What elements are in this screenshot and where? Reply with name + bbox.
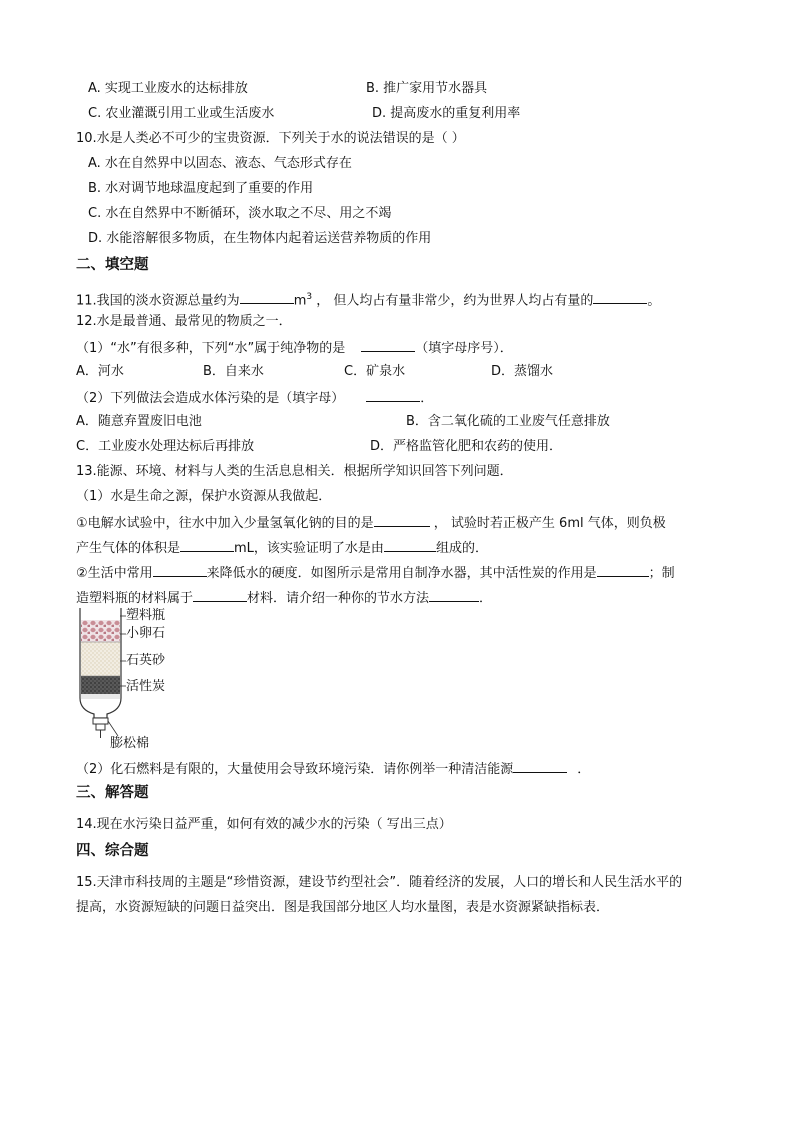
q11-text: 。 [647,293,661,309]
q13-text: 产生气体的体积是 [76,541,181,556]
q13-text: ． [479,591,493,606]
question-15-line: 15.天津市科技周的主题是“珍惜资源，建设节约型社会”．随着经济的发展，人口的增长和人民生活水平的 [76,875,683,890]
q13-text: ①电解水试验中，往水中加入少量氢氧化钠的目的是 [76,516,374,531]
question-12-part1 [76,338,513,358]
answer-blank[interactable] [597,563,649,577]
question-13-part1: （1）水是生命之源，保护水资源从我做起． [76,489,332,504]
q13-text: ②生活中常用 [76,566,153,581]
answer-blank[interactable] [193,588,247,602]
q11-text: ， 但人均占有量非常少，约为世界人均占有量的 [312,293,594,309]
section-heading: 四、综合题 [76,843,149,859]
option-d: D．蒸馏水 [491,364,554,379]
label-plastic-bottle: 塑料瓶 [126,608,166,623]
option-b: B．含二氧化硫的工业废气任意排放 [406,414,610,429]
answer-blank[interactable] [361,338,415,352]
question-15-line: 提高，水资源短缺的问题日益突出．图是我国部分地区人均水量图，表是水资源紧缺指标表． [76,900,610,915]
option-d: D．严格监管化肥和农药的使用． [370,439,563,454]
answer-blank[interactable] [153,563,207,577]
option-b: B. 推广家用节水器具 [366,81,488,96]
question-13-line [76,588,492,608]
option-d: D. 水能溶解很多物质，在生物体内起着运送营养物质的作用 [88,231,432,246]
label-pebbles: 小卵石 [126,626,166,641]
question-13-part2 [76,759,590,779]
water-purifier-figure [66,606,206,756]
label-quartz-sand: 石英砂 [126,653,166,668]
option-a: A．河水 [76,364,124,379]
q12-text: ． [420,391,434,406]
q13-text: ；制 [648,566,675,581]
answer-blank[interactable] [384,538,436,552]
question-11 [76,288,660,310]
q13-text: 造塑料瓶的材料属于 [76,591,194,606]
question-13-line [76,513,666,533]
question-12-part2 [76,388,433,408]
option-c: C. 水在自然界中不断循环，淡水取之不尽、用之不竭 [88,206,392,221]
question-10-stem: 10.水是人类必不可少的宝贵资源．下列关于水的说法错误的是（ ） [76,131,465,146]
answer-blank[interactable] [429,588,479,602]
q13-text: 来降低水的硬度．如图所示是常用自制净水器，其中活性炭的作用是 [206,566,597,581]
option-b: B．自来水 [203,364,264,379]
q12-text: （2）下列做法会造成水体污染的是（填字母） [76,391,345,406]
answer-blank[interactable] [513,759,567,773]
option-a: A. 水在自然界中以固态、液态、气态形式存在 [88,156,352,171]
q11-unit-sup: 3 [306,292,313,302]
answer-blank[interactable] [180,538,234,552]
section-heading: 三、解答题 [76,785,149,801]
q13-text: mL，该实验证明了水是由 [234,541,384,556]
question-14: 14.现在水污染日益严重，如何有效的减少水的污染（ 写出三点） [76,817,452,832]
option-c: C．工业废水处理达标后再排放 [76,439,255,454]
answer-blank[interactable] [366,388,420,402]
q13-text: （2）化石燃料是有限的，大量使用会导致环境污染．请你例举一种清洁能源 [76,762,514,777]
answer-blank[interactable] [593,290,647,304]
option-c: C. 农业灌溉引用工业或生活废水 [88,106,275,121]
q11-text: 11.我国的淡水资源总量约为 [76,293,240,309]
question-12-stem: 12.水是最普通、最常见的物质之一． [76,314,292,329]
question-13-stem: 13.能源、环境、材料与人类的生活息息相关．根据所学知识回答下列问题． [76,464,513,479]
section-heading: 二、填空题 [76,257,149,273]
purifier-drawing [66,606,126,756]
question-13-line [76,538,488,558]
q13-text: 组成的． [435,541,488,556]
option-c: C．矿泉水 [344,364,406,379]
question-13-line [76,563,675,583]
q11-unit: m [293,293,307,309]
answer-blank[interactable] [374,513,430,527]
label-cotton: 膨松棉 [110,736,150,751]
label-activated-carbon: 活性炭 [126,679,166,694]
option-a: A. 实现工业废水的达标排放 [88,81,248,96]
option-d: D. 提高废水的重复利用率 [372,106,521,121]
answer-blank[interactable] [240,290,294,304]
q13-text: ， 试验时若正极产生 6ml 气体，则负极 [429,516,666,531]
q13-text: ． [577,762,591,777]
option-b: B. 水对调节地球温度起到了重要的作用 [88,181,314,196]
q12-text: （填字母序号）． [415,341,513,356]
q12-text: （1）“水”有很多种，下列“水”属于纯净物的是 [76,341,346,356]
option-a: A．随意弃置废旧电池 [76,414,202,429]
q13-text: 材料．请介绍一种你的节水方法 [247,591,430,606]
